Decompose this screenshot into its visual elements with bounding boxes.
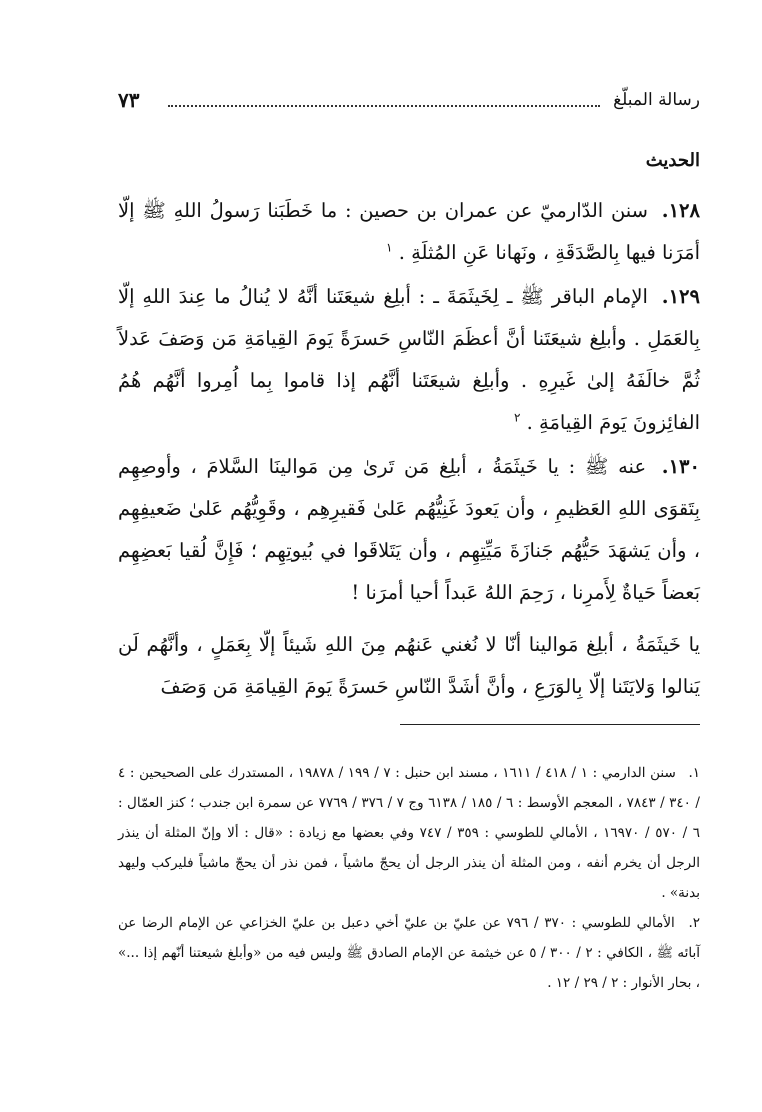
section-title: الحديث	[645, 150, 700, 171]
hadith-paragraph	[118, 276, 700, 444]
hadith-number: ١٢٨.	[661, 199, 700, 222]
footnote-ref: ٢	[513, 410, 521, 425]
footnote-number: ١.	[688, 765, 701, 781]
page-header	[118, 88, 700, 118]
hadith-text: يا خَيثَمَةُ ، أبلِغ مَوالينا أنّا لا نُغني عَنهُم مِنَ اللهِ شَيئاً إلّا بِعَمَلٍ ، وأنَّهُم لَن يَنالوا وَلايَتَنا إلّا بِالوَرَعِ ، وأنَّ أشَدَّ النّاسِ حَسرَةً يَومَ القِيامَةِ مَن وَصَفَ	[118, 633, 700, 698]
hadith-paragraph	[118, 446, 700, 614]
hadith-text: الإمام الباقر ﷺ ـ لِخَيثَمَةَ ـ : أبلِغ شيعَتَنا أنَّهُ لا يُنالُ ما عِندَ اللهِ إلّا بِالعَمَلِ . وأبلِغ شيعَتَنا أنَّ أعظَمَ النّاسِ حَسرَةً يَومَ القِيامَةِ مَن وَصَفَ عَدلاً ثُمَّ خالَفَهُ إلىٰ غَيرِهِ . وأبلِغ شيعَتَنا أنَّهُم إذا قاموا بِما اُمِروا أنَّهُم هُمُ الفائِزونَ يَومَ القِيامَةِ .	[118, 285, 700, 434]
hadith-text: عنه ﷺ : يا خَيثَمَةُ ، أبلِغ مَن تَرىٰ مِن مَوالينَا السَّلامَ ، وأوصِهِم بِتَقوَى اللهِ العَظيمِ ، وأن يَعودَ غَنِيُّهُم عَلىٰ فَقيرِهِم ، وقَوِيُّهُم عَلىٰ ضَعيفِهِم ، وأن يَشهَدَ حَيُّهُم جَنازَةَ مَيِّتِهِم ، وأن يَتَلاقَوا في بُيوتِهِم ؛ فَإِنَّ لُقيا بَعضِهِم بَعضاً حَياةٌ لِأَمرِنا ، رَحِمَ اللهُ عَبداً أحيا أمرَنا !	[118, 455, 700, 604]
footnotes	[118, 758, 700, 998]
hadith-number: ١٢٩.	[661, 285, 700, 308]
hadith-text: سنن الدّارميّ عن عمران بن حصين : ما خَطَبَنا رَسولُ اللهِ ﷺ إلّا أمَرَنا فيها بِالصَّدَقَةِ ، ونَهانا عَنِ المُثلَةِ .	[118, 199, 700, 264]
hadith-paragraph	[118, 190, 700, 274]
footnote-divider	[400, 724, 700, 725]
footnote-text: الأمالي للطوسي : ٣٧٠ / ٧٩٦ عن عليّ بن عليّ أخي دعبل بن عليّ الخزاعي عن الإمام الرضا عن آبائه ﷺ ، الكافي : ٢ / ٣٠٠ / ٥ عن خيثمة عن الإمام الصادق ﷺ وليس فيه من «وأبلغ شيعتنا أنّهم إذا ...» ، بحار الأنوار : ٢ / ٢٩ / ١٢ .	[118, 915, 700, 991]
header-dot-leader	[168, 105, 600, 107]
footnote	[118, 758, 700, 908]
footnote-text: سنن الدارمي : ١ / ٤١٨ / ١٦١١ ، مسند ابن حنبل : ٧ / ١٩٩ / ١٩٨٧٨ ، المستدرك على الصحيحين : ٤ / ٣٤٠ / ٧٨٤٣ ، المعجم الأوسط : ٦ / ١٨٥ / ٦١٣٨ وج ٧ / ٣٧٦ / ٧٧٦٩ عن سمرة ابن جندب ؛ كنز العمّال : ٦ / ٥٧٠ / ١٦٩٧٠ ، الأمالي للطوسي : ٣٥٩ / ٧٤٧ وفي بعضها مع زيادة : «قال : ألا وإنّ المثلة أن ينذر الرجل أن يخرم أنفه ، ومن المثلة أن ينذر الرجل أن يحجّ ماشياً ، فمن نذر أن يحجّ ماشياً فليركب وليهد بدنة» .	[118, 765, 700, 901]
footnote-number: ٢.	[688, 915, 700, 931]
hadith-number: ١٣٠.	[661, 455, 700, 478]
hadith-body	[118, 190, 700, 710]
footnote-ref: ١	[386, 240, 393, 255]
hadith-paragraph	[118, 624, 700, 708]
running-title: رسالة المبلّغ	[613, 90, 700, 110]
footnote	[118, 908, 700, 998]
page-number: ٧٣	[118, 88, 140, 112]
